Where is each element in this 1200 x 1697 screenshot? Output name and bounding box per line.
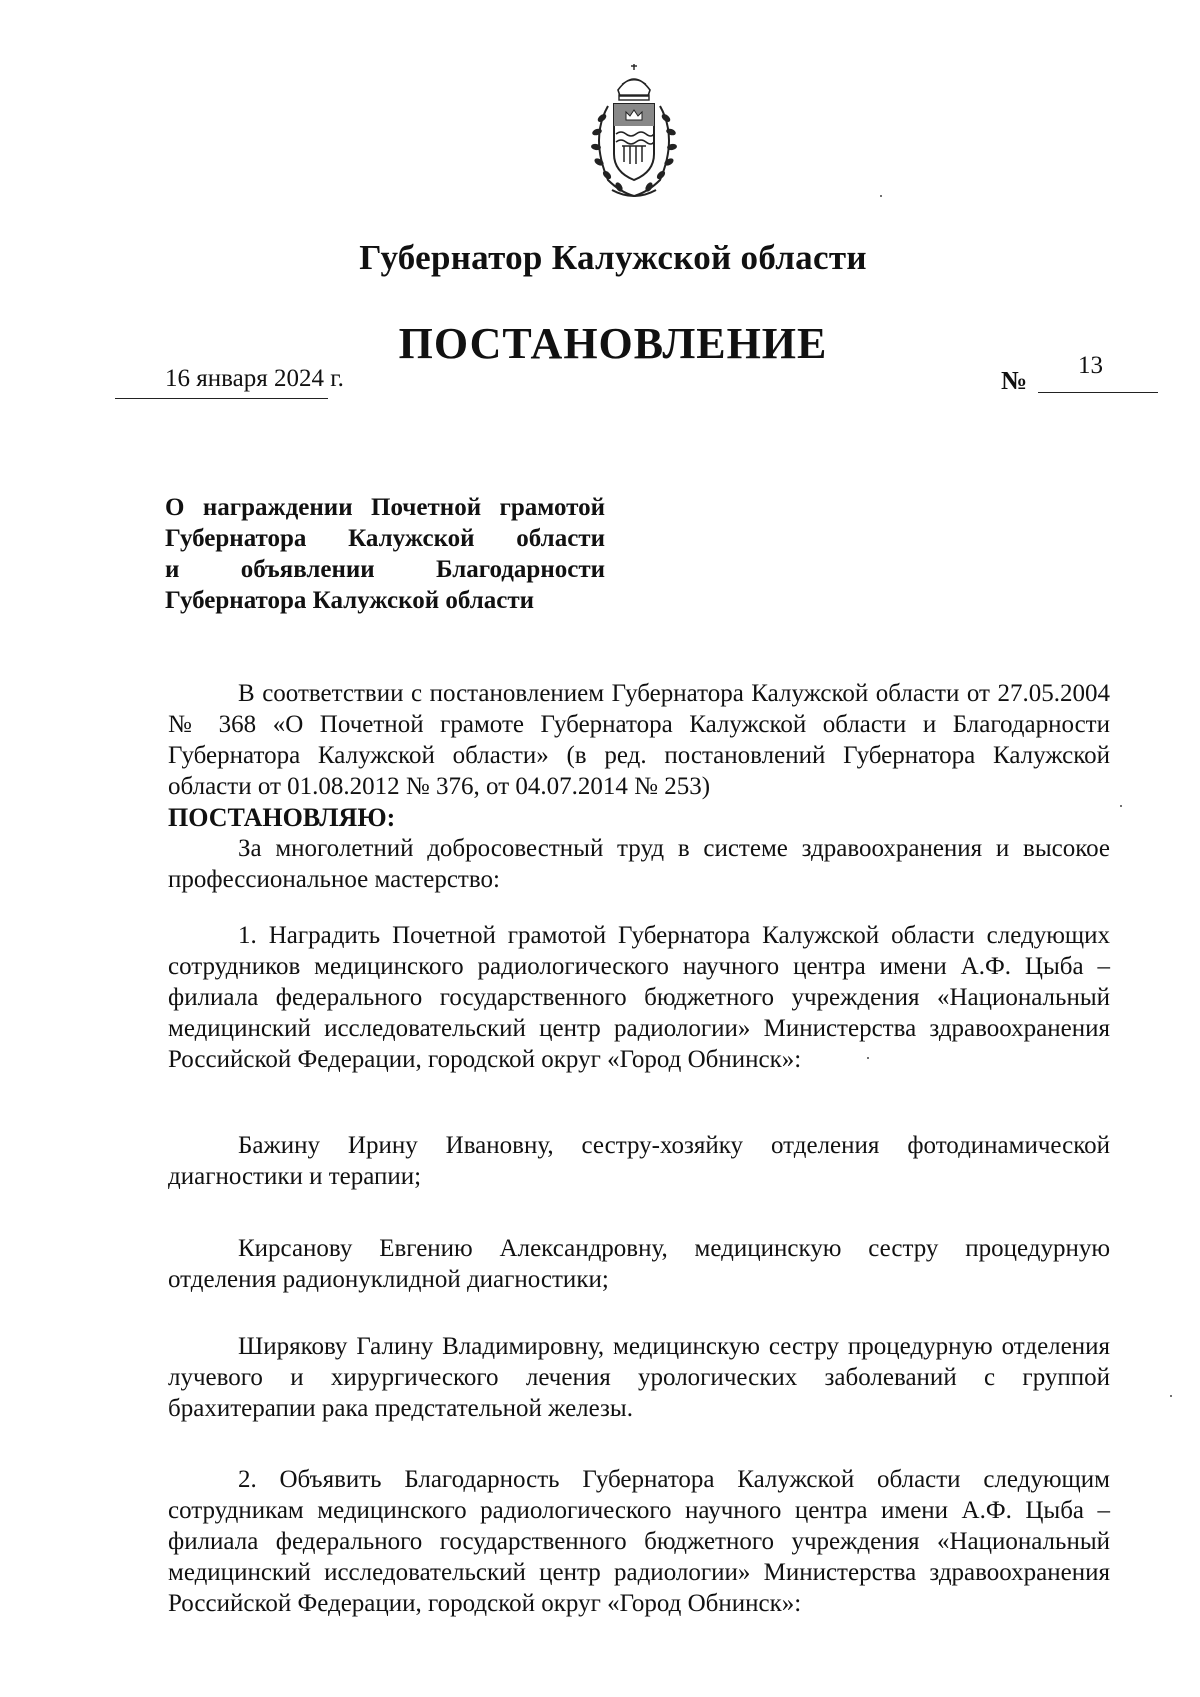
document-date: 16 января 2024 г.	[165, 365, 344, 392]
person-3-paragraph	[168, 1331, 1110, 1424]
person-2-text: Кирсанову Евгению Александровну, медицинскую сестру процедурную отделения радионуклидной диагностики;	[168, 1235, 1110, 1293]
number-sign: №	[1001, 366, 1028, 395]
date-underline	[115, 398, 328, 399]
person-3-text: Ширякову Галину Владимировну, медицинскую сестру процедурную отделения лучевого и хирургического лечения урологических заболеваний с группой брахитерапии рака предстательной железы.	[168, 1333, 1110, 1422]
person-1-text: Бажину Ирину Ивановну, сестру-хозяйку отделения фотодинамической диагностики и терапии;	[168, 1132, 1110, 1190]
document-number: 13	[1078, 352, 1103, 379]
preamble-block	[168, 678, 1110, 895]
decree-word: ПОСТАНОВЛЯЮ:	[168, 803, 396, 832]
title-line: и объявлении Благодарности	[165, 556, 605, 583]
title-line: Губернатора Калужской области	[165, 587, 535, 614]
item-1-paragraph	[168, 920, 1110, 1075]
scan-speck	[1120, 805, 1122, 807]
number-underline	[1038, 392, 1158, 393]
issuing-authority: Губернатор Калужской области	[359, 238, 867, 277]
scan-speck	[867, 1057, 869, 1059]
item-2-text: 2. Объявить Благодарность Губернатора Калужской области следующим сотрудникам медицинского радиологического научного центра имени А.Ф. Цыба – филиала федерального государственного бюджетного учреждения «Национальный медицинский исследовательский центр радиологии» Министерства здравоохранения Российской Федерации, городской округ «Город Обнинск»:	[168, 1466, 1110, 1617]
preamble-paragraph: В соответствии с постановлением Губернатора Калужской области от 27.05.2004 № 368 «О Почетной грамоте Губернатора Калужской области и Благодарности Губернатора Калужской области» (в ред. постановлений Губернатора Калужской области от 01.08.2012 № 376, от 04.07.2014 № 253)	[168, 680, 1110, 800]
title-line: О награждении Почетной грамотой	[165, 494, 605, 521]
item-2-paragraph	[168, 1464, 1110, 1619]
kaluga-region-coat-of-arms-icon	[578, 62, 690, 202]
reason-paragraph: За многолетний добросовестный труд в системе здравоохранения и высокое профессиональное мастерство:	[168, 835, 1110, 893]
scan-speck	[1170, 1395, 1172, 1397]
title-line: Губернатора Калужской области	[165, 525, 605, 552]
scan-speck	[880, 195, 882, 197]
document-type: ПОСТАНОВЛЕНИЕ	[398, 319, 828, 368]
document-title	[165, 492, 605, 616]
item-1-text: 1. Наградить Почетной грамотой Губернатора Калужской области следующих сотрудников медицинского радиологического научного центра имени А.Ф. Цыба – филиала федерального государственного бюджетного учреждения «Национальный медицинский исследовательский центр радиологии» Министерства здравоохранения Российской Федерации, городской округ «Город Обнинск»:	[168, 922, 1110, 1073]
person-1-paragraph	[168, 1130, 1110, 1192]
person-2-paragraph	[168, 1233, 1110, 1295]
